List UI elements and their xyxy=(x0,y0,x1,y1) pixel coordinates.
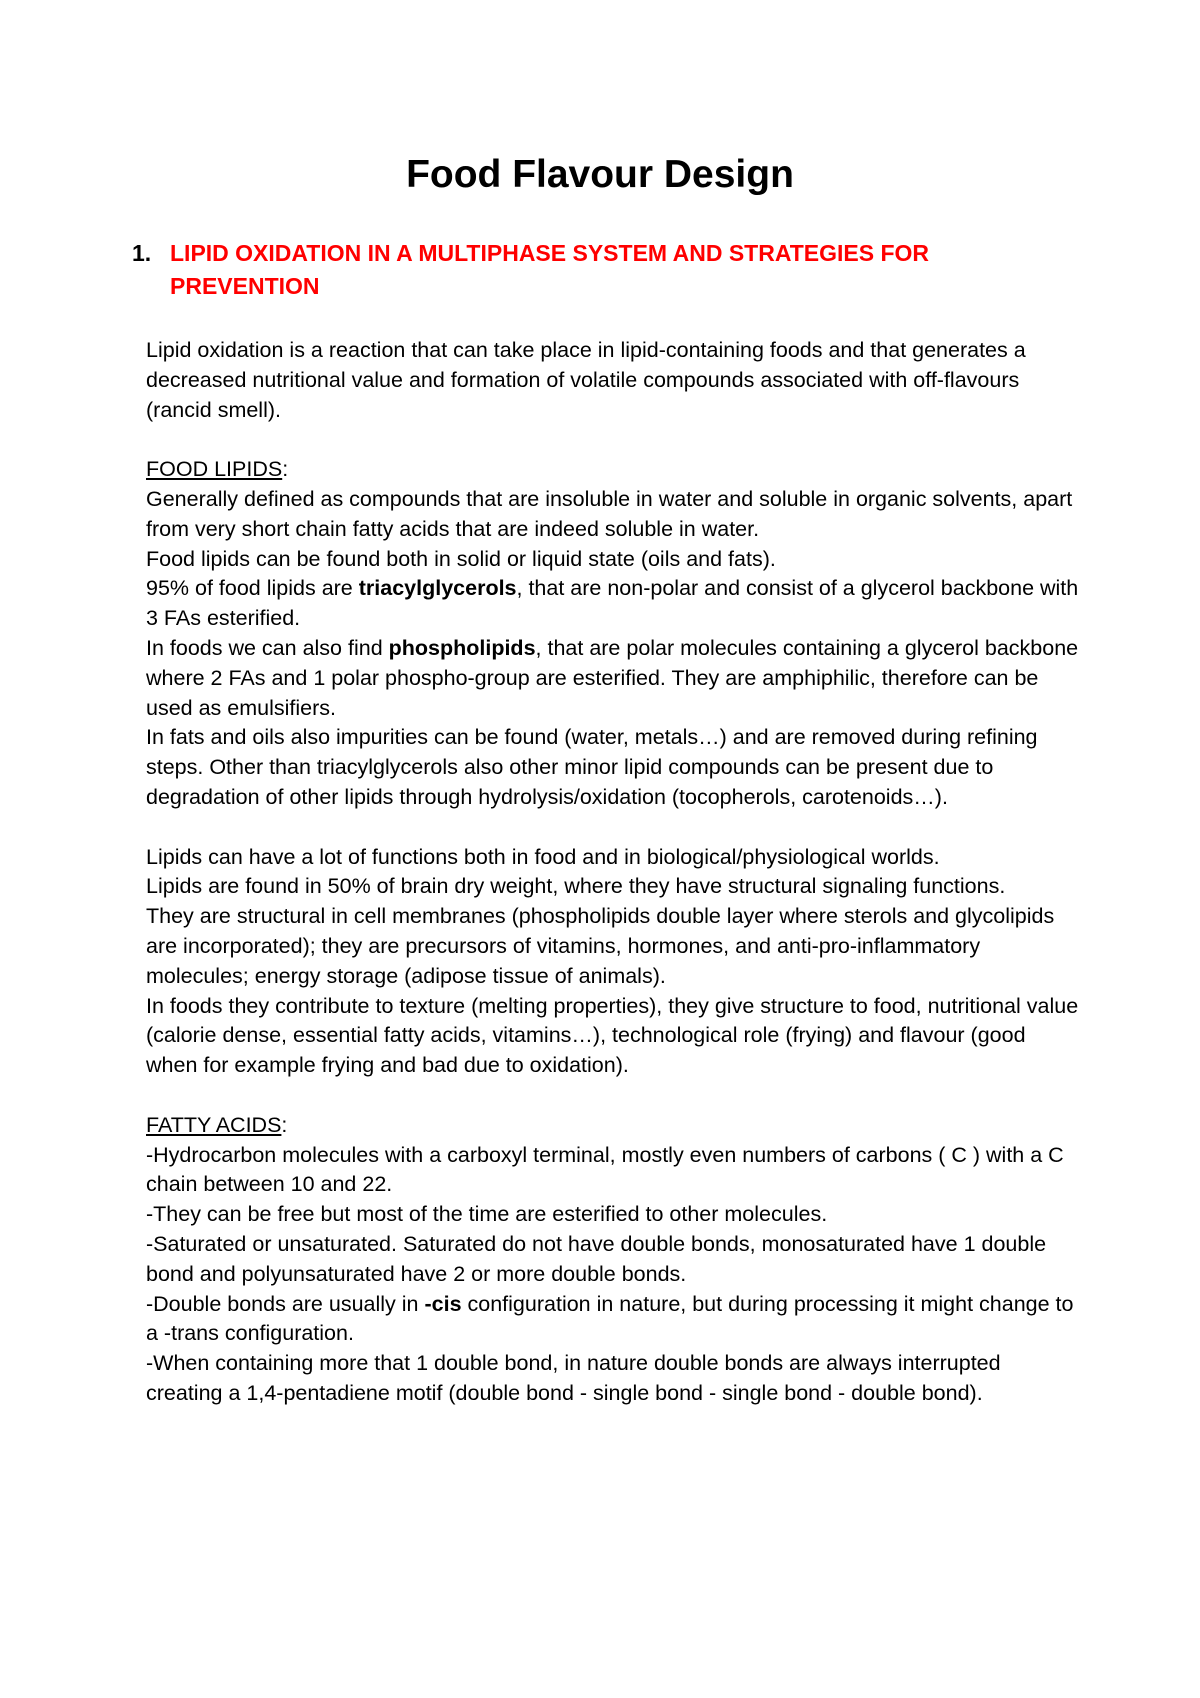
fatty-acids-p5: -When containing more that 1 double bond, in nature double bonds are always interrupted creating a 1,4-pentadiene motif (double bond - single bond - single bond - double bond). xyxy=(146,1351,1001,1405)
document-title: Food Flavour Design xyxy=(406,153,794,196)
fatty-acids-p1: -Hydrocarbon molecules with a carboxyl terminal, mostly even numbers of carbons ( C ) with a C chain between 10 and 22. xyxy=(146,1142,1064,1197)
fatty-acids-label: FATTY ACIDS xyxy=(146,1112,282,1137)
intro-paragraph: Lipid oxidation is a reaction that can take place in lipid-containing foods and that generates a decreased nutritional value and formation of volatile compounds associated with off-flavours (rancid smell). xyxy=(146,338,1026,422)
food-lipids-p3: 95% of food lipids are triacylglycerols, that are non-polar and consist of a glycerol backbone with 3 FAs esterified. xyxy=(146,576,1079,631)
functions-p3: They are structural in cell membranes (phospholipids double layer where sterols and glycolipids are incorporated); they are precursors of vitamins, hormones, and anti-pro-inflammatory molecules; energy storage (adipose tissue of animals). xyxy=(146,904,1055,988)
section-number: 1. xyxy=(132,240,152,266)
functions-p1: Lipids can have a lot of functions both in food and in biological/physiological worlds. xyxy=(146,844,940,869)
section-heading xyxy=(132,237,1050,303)
section-heading-text: LIPID OXIDATION IN A MULTIPHASE SYSTEM AND STRATEGIES FOR PREVENTION xyxy=(170,240,930,299)
functions-p2: Lipids are found in 50% of brain dry weight, where they have structural signaling functions. xyxy=(146,874,1006,899)
fatty-acids-p4: -Double bonds are usually in -cis configuration in nature, but during processing it might change to a -trans configuration. xyxy=(146,1291,1074,1346)
food-lipids-p2: Food lipids can be found both in solid or liquid state (oils and fats). xyxy=(146,546,776,571)
food-lipids-p5: In fats and oils also impurities can be found (water, metals…) and are removed during refining steps. Other than triacylglycerols also other minor lipid compounds can be present due to degradation of other lipids through hydrolysis/oxidation (tocopherols, carotenoids…). xyxy=(146,725,1038,809)
fatty-acids-heading: FATTY ACIDS: xyxy=(146,1112,288,1137)
fatty-acids-p3: -Saturated or unsaturated. Saturated do not have double bonds, monosaturated have 1 double bond and polyunsaturated have 2 or more double bonds. xyxy=(146,1231,1047,1286)
functions-p4: In foods they contribute to texture (melting properties), they give structure to food, nutritional value (calorie dense, essential fatty acids, vitamins…), technological role (frying) and flavour (good when for example frying and bad due to oxidation). xyxy=(146,993,1079,1078)
food-lipids-label: FOOD LIPIDS xyxy=(146,457,283,482)
food-lipids-p4: In foods we can also find phospholipids, that are polar molecules containing a glycerol backbone where 2 FAs and 1 polar phospho-group are esterified. They are amphiphilic, therefore can be used as emulsifiers. xyxy=(146,635,1079,720)
document-body xyxy=(146,336,1081,1409)
fatty-acids-p2: -They can be free but most of the time are esterified to other molecules. xyxy=(146,1202,828,1227)
food-lipids-heading: FOOD LIPIDS: xyxy=(146,457,289,482)
food-lipids-p1: Generally defined as compounds that are insoluble in water and soluble in organic solvents, apart from very short chain fatty acids that are indeed soluble in water. xyxy=(146,486,1073,541)
